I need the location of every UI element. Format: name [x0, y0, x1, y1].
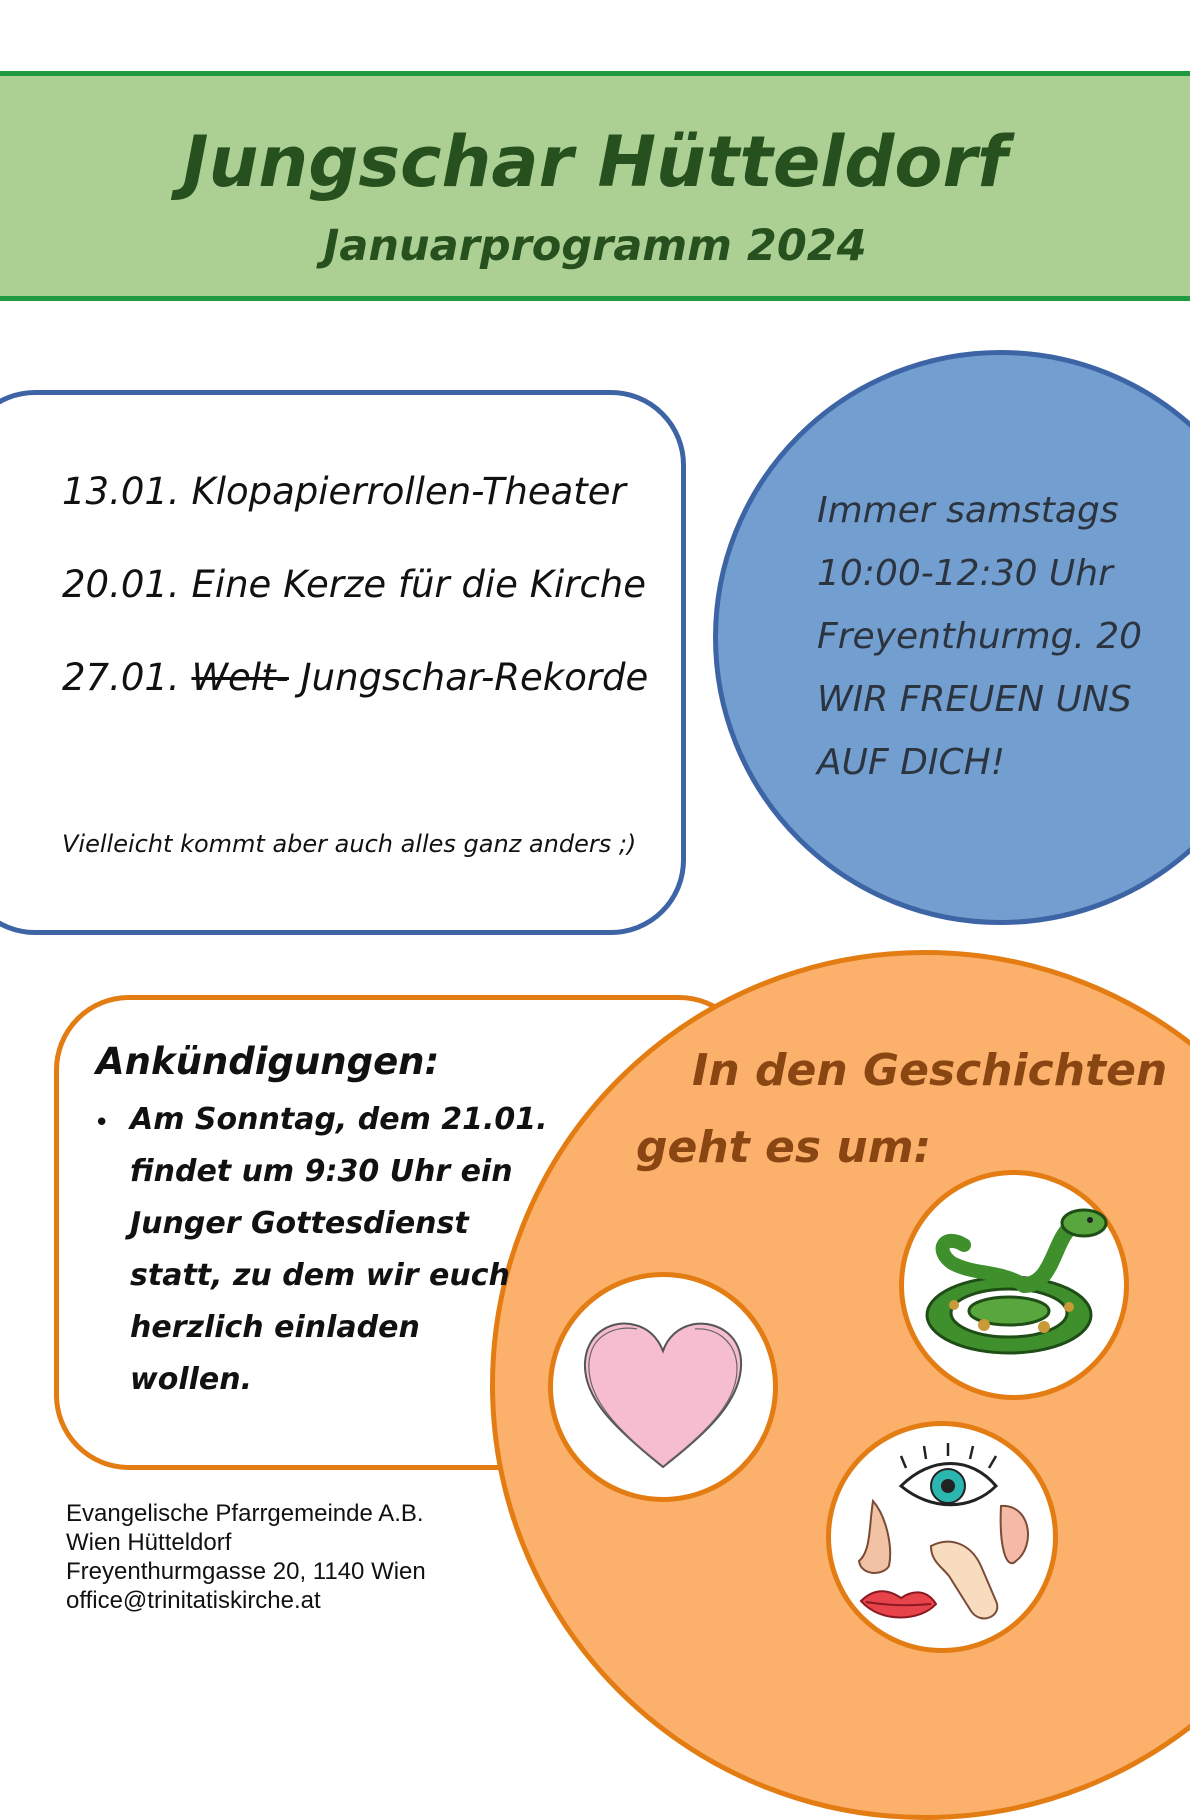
senses-circle	[826, 1421, 1058, 1653]
announcement-line: Junger Gottesdienst	[130, 1206, 469, 1241]
program-text: Jungschar-Rekorde	[300, 656, 649, 699]
announcement-title: Ankündigungen:	[96, 1040, 440, 1083]
heart-circle	[548, 1272, 778, 1502]
program-note: Vielleicht kommt aber auch alles ganz anders ;)	[62, 830, 637, 858]
page-title: Jungschar Hütteldorf	[182, 121, 1008, 203]
program-date: 13.01.	[62, 470, 180, 513]
footer-line: Evangelische Pfarrgemeinde A.B.	[66, 1500, 424, 1527]
program-date: 20.01.	[62, 563, 180, 606]
program-item	[62, 563, 646, 606]
info-line: Immer samstags	[817, 490, 1119, 531]
footer-email[interactable]: office@trinitatiskirche.at	[66, 1587, 321, 1614]
announcement-line: statt, zu dem wir euch	[130, 1258, 510, 1293]
program-item	[62, 656, 648, 699]
announcement-line: findet um 9:30 Uhr ein	[130, 1154, 513, 1189]
program-date: 27.01.	[62, 656, 180, 699]
announcement-line: Am Sonntag, dem 21.01.	[130, 1102, 548, 1137]
program-item	[62, 470, 626, 513]
stories-heading-line1: In den Geschichten	[692, 1045, 1168, 1096]
footer-line: Freyenthurmgasse 20, 1140 Wien	[66, 1558, 426, 1585]
info-line: 10:00-12:30 Uhr	[817, 553, 1113, 594]
announcement-line: wollen.	[130, 1362, 252, 1397]
heart-icon	[553, 1277, 773, 1497]
senses-icon	[831, 1426, 1053, 1648]
info-line: WIR FREUEN UNS	[817, 679, 1132, 720]
header-banner	[0, 71, 1190, 301]
footer-line: Wien Hütteldorf	[66, 1529, 232, 1556]
announcement-line: herzlich einladen	[130, 1310, 420, 1345]
bullet-icon: •	[94, 1108, 110, 1138]
program-text: Eine Kerze für die Kirche	[191, 563, 647, 606]
stories-heading-line2: geht es um:	[636, 1122, 932, 1173]
info-line: AUF DICH!	[817, 742, 1006, 783]
program-text: Klopapierrollen-Theater	[191, 470, 626, 513]
page-subtitle: Januarprogramm 2024	[323, 221, 867, 271]
snake-circle	[899, 1170, 1129, 1400]
info-line: Freyenthurmg. 20	[817, 616, 1143, 657]
program-struck-word: Welt-	[191, 656, 289, 699]
snake-icon	[904, 1175, 1124, 1395]
